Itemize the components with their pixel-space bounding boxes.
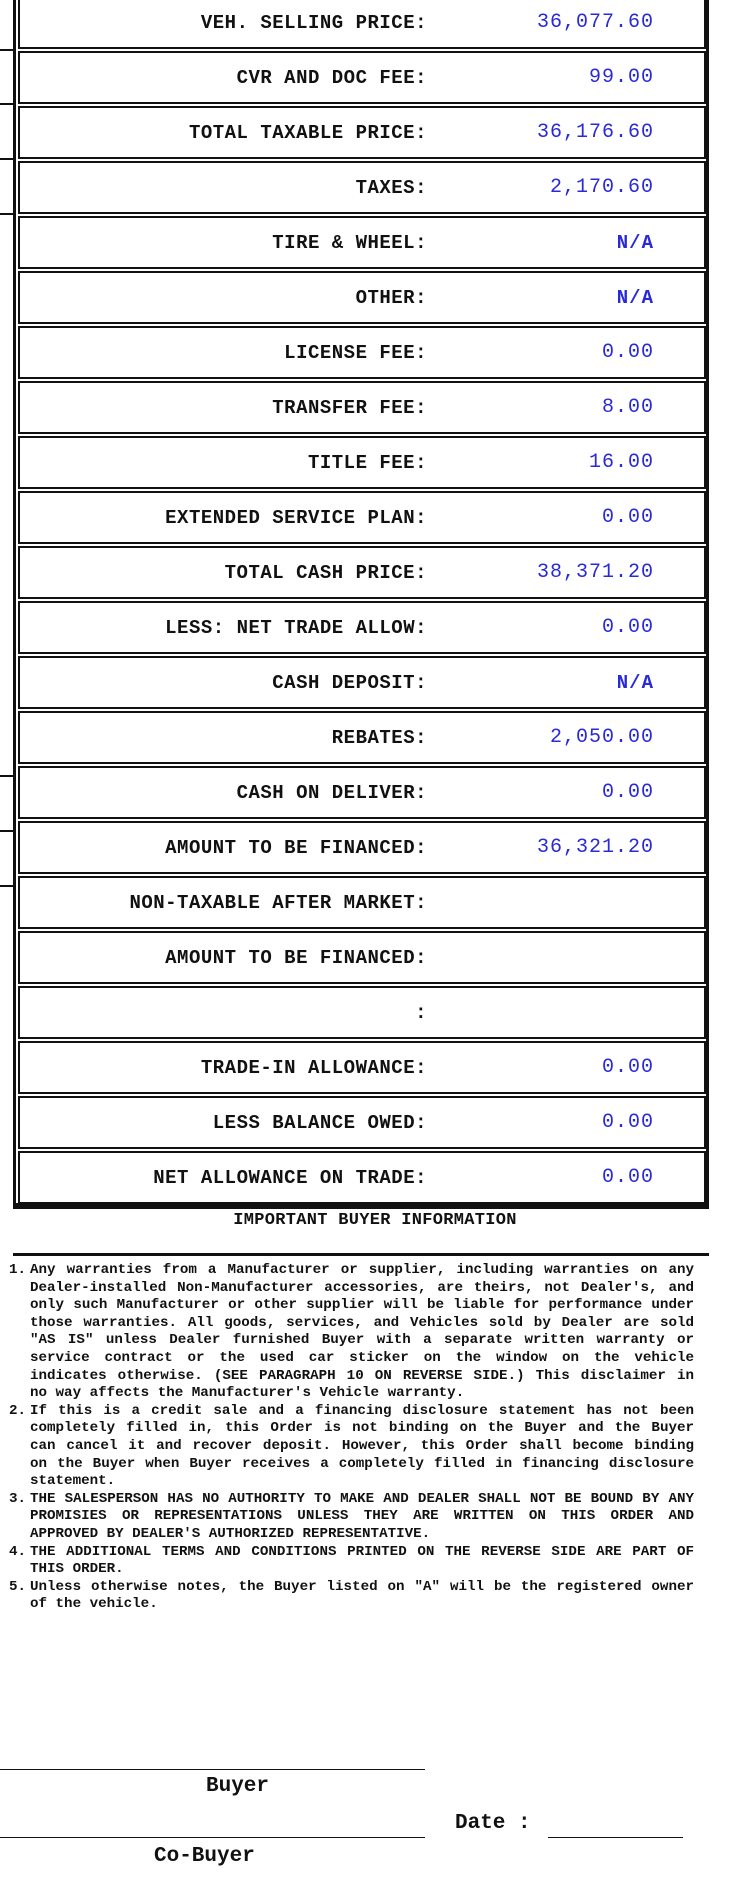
pricing-row-label: TOTAL CASH PRICE: — [224, 561, 427, 584]
pricing-row — [18, 711, 706, 764]
pricing-row-label: TAXES: — [355, 176, 427, 199]
pricing-row — [18, 821, 706, 874]
pricing-row — [18, 656, 706, 709]
pricing-row-label: LESS: NET TRADE ALLOW: — [165, 616, 427, 639]
pricing-row — [18, 546, 706, 599]
left-column-edge — [0, 103, 14, 105]
pricing-row-label: TRADE-IN ALLOWANCE: — [200, 1056, 427, 1079]
pricing-row-label: CASH ON DELIVER: — [236, 781, 427, 804]
term-text: If this is a credit sale and a financing disclosure statement has not been completely filled in, this Order is not binding on the Buyer and the Buyer can cancel it and recover deposit. However, this Order shall become binding on the Buyer when Buyer receives a completely filled in financing disclosure statement. — [30, 1402, 694, 1490]
pricing-row — [18, 931, 706, 984]
pricing-row — [18, 1096, 706, 1149]
left-column-edge — [0, 49, 14, 51]
pricing-row-label: : — [415, 1001, 427, 1024]
buyer-signature-line[interactable] — [0, 1769, 425, 1770]
pricing-table — [13, 0, 709, 1209]
info-divider-top-inner — [13, 1208, 709, 1209]
left-column-edge — [0, 158, 14, 160]
term-item — [0, 1262, 700, 1403]
pricing-row — [18, 876, 706, 929]
term-number: 5. — [8, 1578, 26, 1595]
term-item — [0, 1579, 700, 1614]
buyer-signature-label: Buyer — [206, 1775, 270, 1798]
pricing-row-value[interactable]: 2,170.60 — [549, 176, 654, 199]
pricing-row-label: AMOUNT TO BE FINANCED: — [165, 946, 427, 969]
pricing-row-value[interactable]: N/A — [616, 286, 654, 309]
cobuyer-signature-line[interactable] — [0, 1837, 425, 1838]
term-number: 1. — [8, 1262, 26, 1278]
pricing-row — [18, 1041, 706, 1094]
pricing-row-value[interactable]: 0.00 — [601, 506, 654, 529]
pricing-row-value[interactable]: 38,371.20 — [536, 561, 654, 584]
pricing-row-label: VEH. SELLING PRICE: — [200, 11, 427, 34]
buyer-info-terms — [0, 1262, 700, 1614]
pricing-row-value[interactable]: 0.00 — [601, 616, 654, 639]
pricing-row — [18, 766, 706, 819]
pricing-row-label: AMOUNT TO BE FINANCED: — [165, 836, 427, 859]
pricing-row-label: CASH DEPOSIT: — [272, 671, 427, 694]
pricing-row-value[interactable]: 0.00 — [601, 1111, 654, 1134]
left-column-edge — [0, 830, 14, 832]
date-line[interactable] — [548, 1837, 683, 1838]
pricing-row — [18, 106, 706, 159]
pricing-row — [18, 1151, 706, 1204]
pricing-row-value[interactable]: N/A — [616, 231, 654, 254]
pricing-row-label: REBATES: — [331, 726, 427, 749]
pricing-row — [18, 381, 706, 434]
term-number: 2. — [8, 1402, 26, 1419]
pricing-row — [18, 271, 706, 324]
pricing-row-label: TIRE & WHEEL: — [272, 231, 427, 254]
left-column-edge — [0, 885, 14, 887]
cobuyer-signature-label: Co-Buyer — [154, 1845, 255, 1868]
pricing-row-value[interactable]: 2,050.00 — [549, 726, 654, 749]
pricing-row-value[interactable]: N/A — [616, 671, 654, 694]
pricing-row-label: OTHER: — [355, 286, 427, 309]
pricing-row-value[interactable]: 36,077.60 — [536, 11, 654, 34]
pricing-row-value[interactable]: 0.00 — [601, 341, 654, 364]
pricing-row-value[interactable]: 36,176.60 — [536, 121, 654, 144]
pricing-row-value[interactable]: 36,321.20 — [536, 836, 654, 859]
term-text: THE ADDITIONAL TERMS AND CONDITIONS PRINTED ON THE REVERSE SIDE ARE PART OF THIS ORDER. — [30, 1543, 694, 1578]
term-item — [0, 1491, 700, 1544]
left-column-edge — [0, 775, 14, 777]
pricing-row — [18, 491, 706, 544]
info-divider-top — [13, 1203, 709, 1206]
term-text: Unless otherwise notes, the Buyer listed on "A" will be the registered owner of the vehicle. — [30, 1578, 694, 1613]
pricing-row-label: TRANSFER FEE: — [272, 396, 427, 419]
pricing-row — [18, 216, 706, 269]
pricing-row — [18, 326, 706, 379]
pricing-row-label: NON-TAXABLE AFTER MARKET: — [129, 891, 427, 914]
pricing-row-label: TOTAL TAXABLE PRICE: — [188, 121, 427, 144]
pricing-row-value[interactable]: 99.00 — [588, 66, 654, 89]
pricing-row-label: NET ALLOWANCE ON TRADE: — [153, 1166, 427, 1189]
pricing-row-label: LESS BALANCE OWED: — [212, 1111, 427, 1134]
pricing-row-value[interactable]: 0.00 — [601, 1056, 654, 1079]
pricing-row-label: TITLE FEE: — [307, 451, 427, 474]
term-number: 4. — [8, 1543, 26, 1560]
pricing-row — [18, 436, 706, 489]
buyer-info-title: IMPORTANT BUYER INFORMATION — [233, 1211, 517, 1230]
date-label: Date : — [455, 1812, 531, 1835]
term-number: 3. — [8, 1490, 26, 1507]
pricing-row — [18, 601, 706, 654]
pricing-row — [18, 161, 706, 214]
term-text: Any warranties from a Manufacturer or supplier, including warranties on any Dealer-installed Non-Manufacturer accessories, are theirs, not Dealer's, and only such Manufacturer or other supplier will be liable for performance under those warranties. All goods, services, and Vehicles sold by Dealer are sold "AS IS" unless Dealer furnished Buyer with a separate written warranty or service contract or the used car sticker on the window on the vehicle indicates otherwise. (SEE PARAGRAPH 10 ON REVERSE SIDE.) This disclaimer in no way affects the Manufacturer's Vehicle warranty. — [30, 1262, 694, 1402]
left-column-edge — [0, 213, 14, 215]
pricing-row-label: LICENSE FEE: — [284, 341, 427, 364]
info-divider-bottom — [13, 1253, 709, 1256]
pricing-row-value[interactable]: 8.00 — [601, 396, 654, 419]
pricing-row — [18, 986, 706, 1039]
pricing-row-value[interactable]: 0.00 — [601, 1166, 654, 1189]
term-item — [0, 1403, 700, 1491]
pricing-row-label: EXTENDED SERVICE PLAN: — [165, 506, 427, 529]
term-item — [0, 1544, 700, 1579]
pricing-row-label: CVR AND DOC FEE: — [236, 66, 427, 89]
pricing-row — [18, 51, 706, 104]
pricing-row-value[interactable]: 16.00 — [588, 451, 654, 474]
pricing-row — [18, 0, 706, 49]
pricing-row-value[interactable]: 0.00 — [601, 781, 654, 804]
term-text: THE SALESPERSON HAS NO AUTHORITY TO MAKE AND DEALER SHALL NOT BE BOUND BY ANY PROMISIES OR REPRESENTATIONS UNLESS THEY ARE WRITTEN ON THIS ORDER AND APPROVED BY DEALER'S AUTHORIZED REPRESENTATIVE. — [30, 1490, 694, 1542]
